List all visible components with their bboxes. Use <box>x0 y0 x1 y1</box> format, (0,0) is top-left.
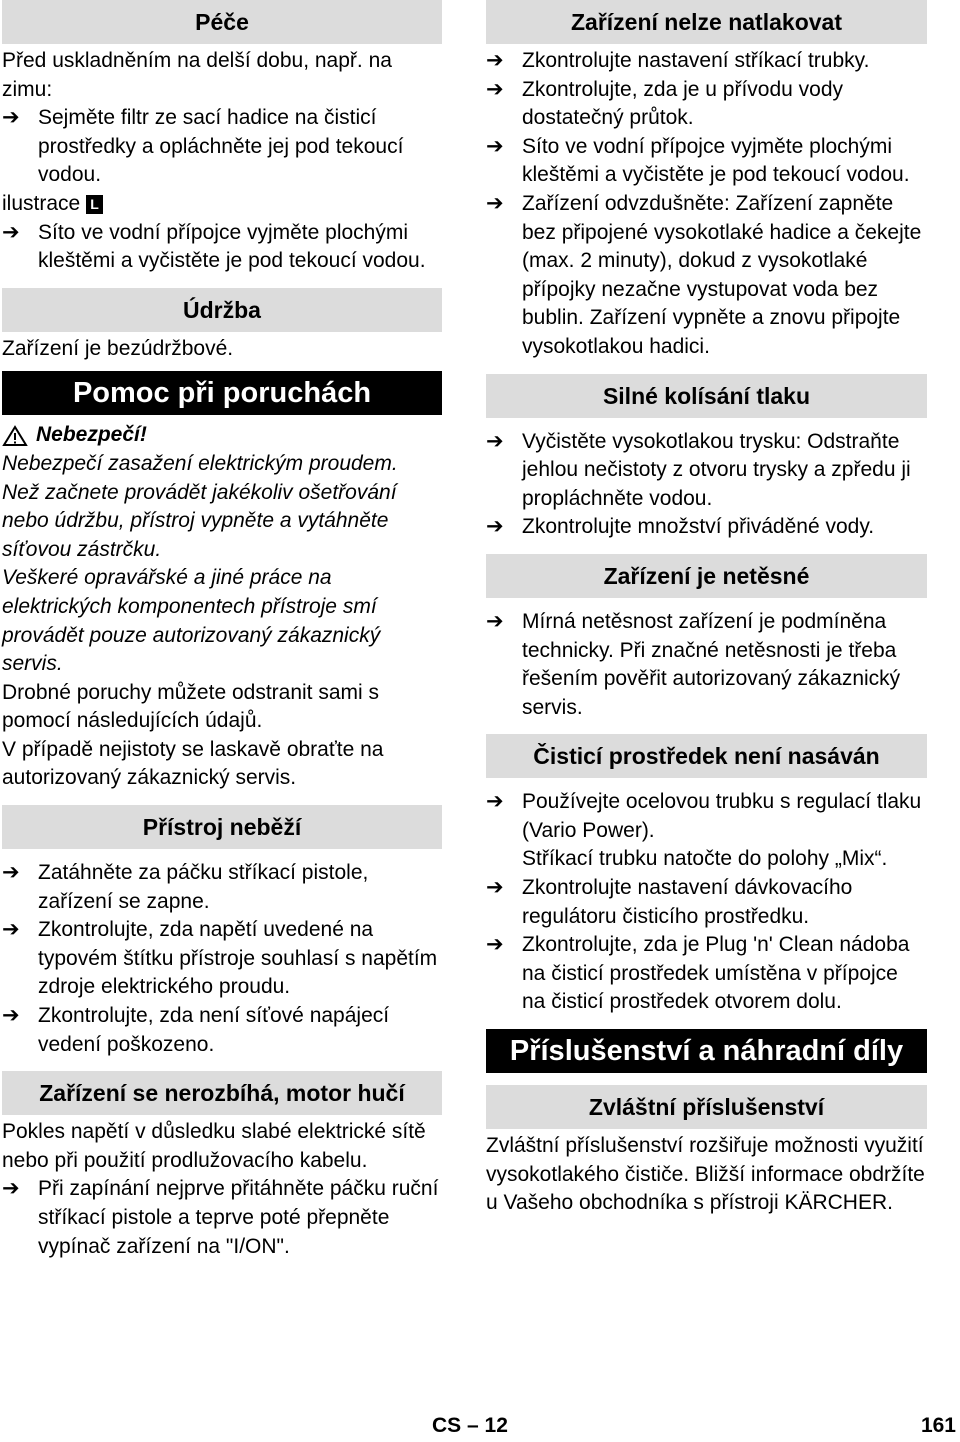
arrow-right-icon: ➔ <box>486 790 504 814</box>
paragraph: Pokles napětí v důsledku slabé elektrické sítě nebo při použití prodlužovacího kabelu. <box>2 1120 426 1172</box>
troubleshooting-heading: Pomoc při poruchách <box>2 371 442 415</box>
list-item: ➔ Používejte ocelovou trubku s regulací tlaku (Vario Power). <box>486 790 922 842</box>
not-running-heading: Přístroj neběží <box>2 805 442 849</box>
list-item: ➔ Zkontrolujte nastavení stříkací trubky. <box>486 47 927 76</box>
accessories-heading: Příslušenství a náhradní díly <box>486 1029 927 1073</box>
warning-triangle-icon <box>2 425 28 447</box>
arrow-right-icon: ➔ <box>486 429 504 453</box>
left-column <box>2 0 442 1261</box>
arrow-right-icon: ➔ <box>486 876 504 900</box>
list-item: ➔ Zařízení odvzdušněte: Zařízení zapněte bez připojené vysokotlaké hadice a čekejte (max. 2 minuty), dokud z vysokotlaké přípojky nezačne vystupovat voda bez bublin. Zařízení vypněte a znovu připojte vysokotlakou hadici. <box>486 191 922 358</box>
paragraph: Drobné poruchy můžete odstranit sami s pomocí následujících údajů. <box>2 680 380 733</box>
paragraph: V případě nejistoty se laskavě obraťte na autorizovaný zákaznický servis. <box>2 737 384 790</box>
list-item-continuation: Stříkací trubku natočte do polohy „Mix“. <box>522 847 888 871</box>
special-accessories-heading: Zvláštní příslušenství <box>486 1085 927 1129</box>
paragraph: Zvláštní příslušenství rozšiřuje možnosti využití vysokotlakého čističe. Bližší informace obdržíte u Vašeho obchodníka s přístroji KÄRCHER. <box>486 1134 925 1215</box>
arrow-right-icon: ➔ <box>2 106 20 130</box>
detergent-heading: Čisticí prostředek není nasáván <box>486 734 927 778</box>
list-item: ➔ Sejměte filtr ze sací hadice na čisticí prostředky a opláchněte jej pod tekoucí vodou. <box>2 106 404 187</box>
list-item: ➔ Zkontrolujte, zda není síťové napájecí vedení poškozeno. <box>2 1004 390 1056</box>
arrow-right-icon: ➔ <box>2 1004 20 1028</box>
list-item: ➔ Síto ve vodní přípojce vyjměte plochými kleštěmi a vyčistěte je pod tekoucí vodou. <box>2 220 426 273</box>
arrow-right-icon: ➔ <box>486 77 504 101</box>
leaking-heading: Zařízení je netěsné <box>486 554 927 598</box>
list-item: ➔ Při zapínání nejprve přitáhněte páčku ruční stříkací pistole a teprve poté přepněte vypínač zařízení na "I/ON". <box>2 1177 439 1258</box>
list-item: ➔ Zkontrolujte, zda je u přívodu vody dostatečný průtok. <box>486 77 844 130</box>
illustration-letter-icon: L <box>86 195 103 214</box>
arrow-right-icon: ➔ <box>486 191 504 215</box>
list-item: ➔ Zkontrolujte, zda napětí uvedené na typovém štítku přístroje souhlasí s napětím zdroje elektrického proudu. <box>2 918 438 999</box>
right-column <box>486 0 927 1218</box>
list-item: ➔ Zkontrolujte množství přiváděné vody. <box>486 513 927 542</box>
list-item: ➔ Mírná netěsnost zařízení je podmíněna technicky. Při značné netěsnosti je třeba řešením pověřit autorizovaný zákaznický servis. <box>486 609 901 719</box>
list-item: ➔ Zkontrolujte, zda je Plug 'n' Clean nádoba na čisticí prostředek umístěna v přípojce na čisticí prostředek otvorem dolu. <box>486 933 910 1014</box>
list-item: ➔ Zatáhněte za páčku stříkací pistole, zařízení se zapne. <box>2 861 369 913</box>
care-heading: Péče <box>2 0 442 44</box>
danger-text: Veškeré opravářské a jiné práce na elektrických komponentech přístroje smí provádět pouze autorizovaný zákaznický servis. <box>2 566 381 676</box>
maintenance-heading: Údržba <box>2 288 442 332</box>
pressure-fluctuation-heading: Silné kolísání tlaku <box>486 374 927 418</box>
arrow-right-icon: ➔ <box>2 861 20 885</box>
arrow-right-icon: ➔ <box>2 220 20 244</box>
danger-text: Než začnete provádět jakékoliv ošetřování nebo údržbu, přístroj vypněte a vytáhněte síťovou zástrčku. <box>2 480 397 561</box>
arrow-right-icon: ➔ <box>486 49 504 72</box>
maintenance-text: Zařízení je bezúdržbové. <box>2 336 234 360</box>
arrow-right-icon: ➔ <box>486 515 504 539</box>
motor-hums-heading: Zařízení se nerozbíhá, motor hučí <box>2 1071 442 1115</box>
list-item: ➔ Vyčistěte vysokotlakou trysku: Odstraňte jehlou nečistoty z otvoru trysky a zpředu ji propláchněte vodou. <box>486 429 911 510</box>
arrow-right-icon: ➔ <box>2 918 20 942</box>
illustration-ref: ilustrace L <box>2 190 442 219</box>
arrow-right-icon: ➔ <box>2 1177 20 1201</box>
section-label: CS – 12 <box>432 1414 508 1437</box>
arrow-right-icon: ➔ <box>486 134 504 158</box>
arrow-right-icon: ➔ <box>486 609 504 633</box>
list-item: ➔ Zkontrolujte nastavení dávkovacího regulátoru čisticího prostředku. <box>486 876 853 928</box>
danger-text: Nebezpečí zasažení elektrickým proudem. <box>2 451 398 475</box>
page-number: 161 <box>920 1414 956 1437</box>
no-pressure-heading: Zařízení nelze natlakovat <box>486 0 927 44</box>
arrow-right-icon: ➔ <box>486 933 504 957</box>
list-item: ➔ Síto ve vodní přípojce vyjměte plochými kleštěmi a vyčistěte je pod tekoucí vodou. <box>486 134 910 187</box>
danger-label: Nebezpečí! <box>2 421 442 450</box>
care-intro: Před uskladněním na delší dobu, např. na zimu: <box>2 49 392 101</box>
